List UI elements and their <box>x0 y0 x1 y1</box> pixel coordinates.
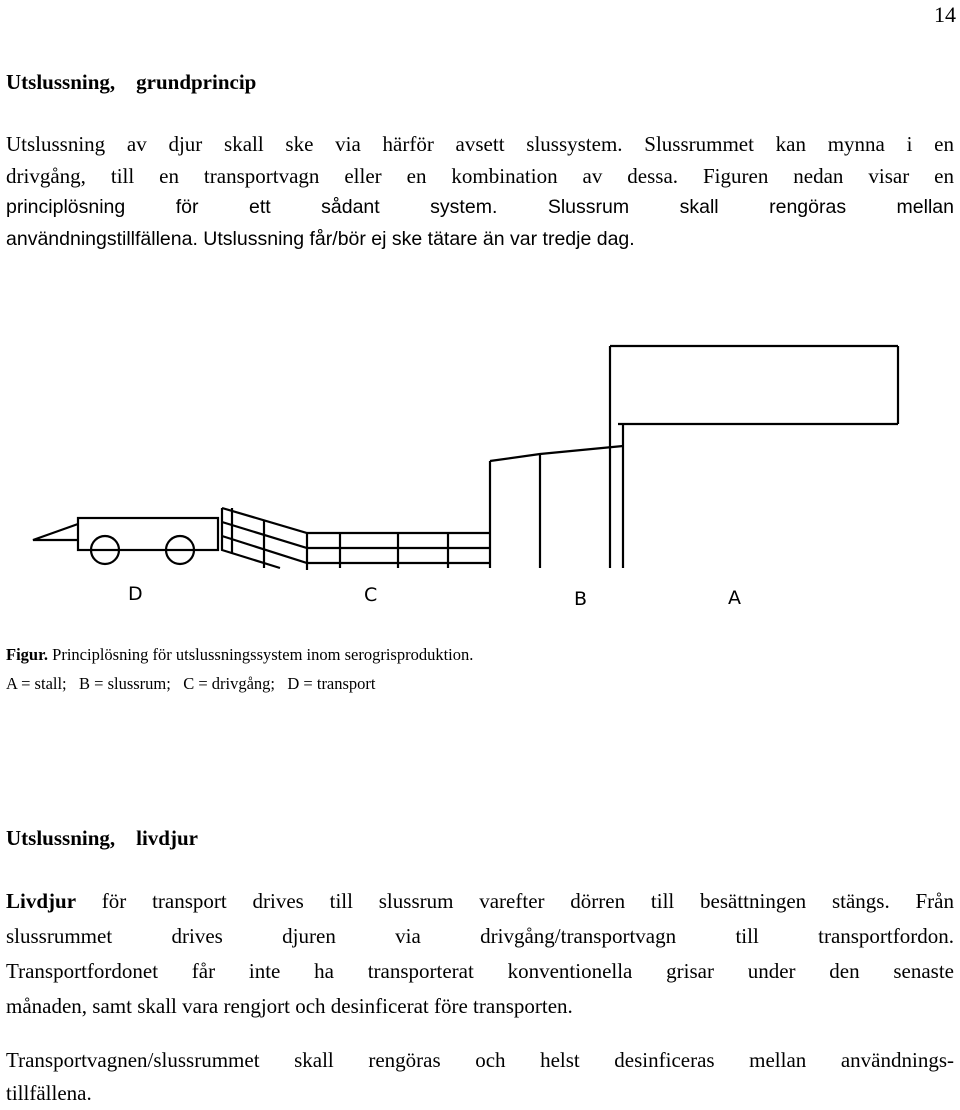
slussrum-building <box>490 446 623 568</box>
transport-trailer <box>33 518 218 564</box>
rengoring-paragraph <box>6 1044 954 1110</box>
drivgang-ramp <box>222 508 490 570</box>
label-c: C <box>364 584 378 606</box>
heading-subject: livdjur <box>136 826 198 850</box>
heading-subject: grundprincip <box>136 70 257 94</box>
paragraph-line: månaden, samt skall vara rengjort och desinficerat före transporten. <box>6 994 573 1018</box>
livdjur-term: Livdjur <box>6 889 77 913</box>
heading-keyword: Utslussning, <box>6 826 116 850</box>
section-heading-livdjur <box>6 826 198 851</box>
caption-text: Principlösning för utslussningssystem inom serogrisproduktion. <box>48 645 474 664</box>
slussystem-figure <box>0 318 900 618</box>
figure-legend: A = stall; B = slussrum; C = drivgång; D = transport <box>6 674 376 693</box>
label-d: D <box>128 583 143 605</box>
paragraph-line: Transportfordonet får inte ha transporterat konventionella grisar under den senaste <box>6 959 954 983</box>
slussystem-diagram <box>0 318 900 618</box>
intro-paragraph <box>6 129 954 255</box>
livdjur-paragraph <box>6 884 954 1024</box>
paragraph-line: principlösning för ett sådant system. Slussrum skall rengöras mellan <box>6 196 954 218</box>
page-number: 14 <box>934 2 956 27</box>
paragraph-line: användningstillfällena. Utslussning får/bör ej ske tätare än var tredje dag. <box>6 227 635 250</box>
paragraph-line: drivgång, till en transportvagn eller en kombination av dessa. Figuren nedan visar en <box>6 163 954 188</box>
figure-caption <box>6 641 473 668</box>
paragraph-line: Transportvagnen/slussrummet skall rengöras och helst desinficeras mellan användnings- <box>6 1048 954 1072</box>
paragraph-line: slussrummet drives djuren via drivgång/transportvagn till transportfordon. <box>6 924 954 948</box>
paragraph-line: tillfällena. <box>6 1081 92 1105</box>
caption-label: Figur. <box>6 645 49 664</box>
paragraph-line <box>6 884 954 919</box>
heading-keyword: Utslussning, <box>6 70 116 94</box>
label-b: B <box>574 588 588 610</box>
section-heading-grundprincip <box>6 70 256 95</box>
paragraph-line-text: för transport drives till slussrum varefter dörren till besättningen stängs. Från <box>76 889 954 913</box>
paragraph-line: Utslussning av djur skall ske via härför avsett slussystem. Slussrummet kan mynna i en <box>6 132 954 156</box>
stall-building <box>610 346 898 568</box>
label-a: A <box>728 587 741 609</box>
